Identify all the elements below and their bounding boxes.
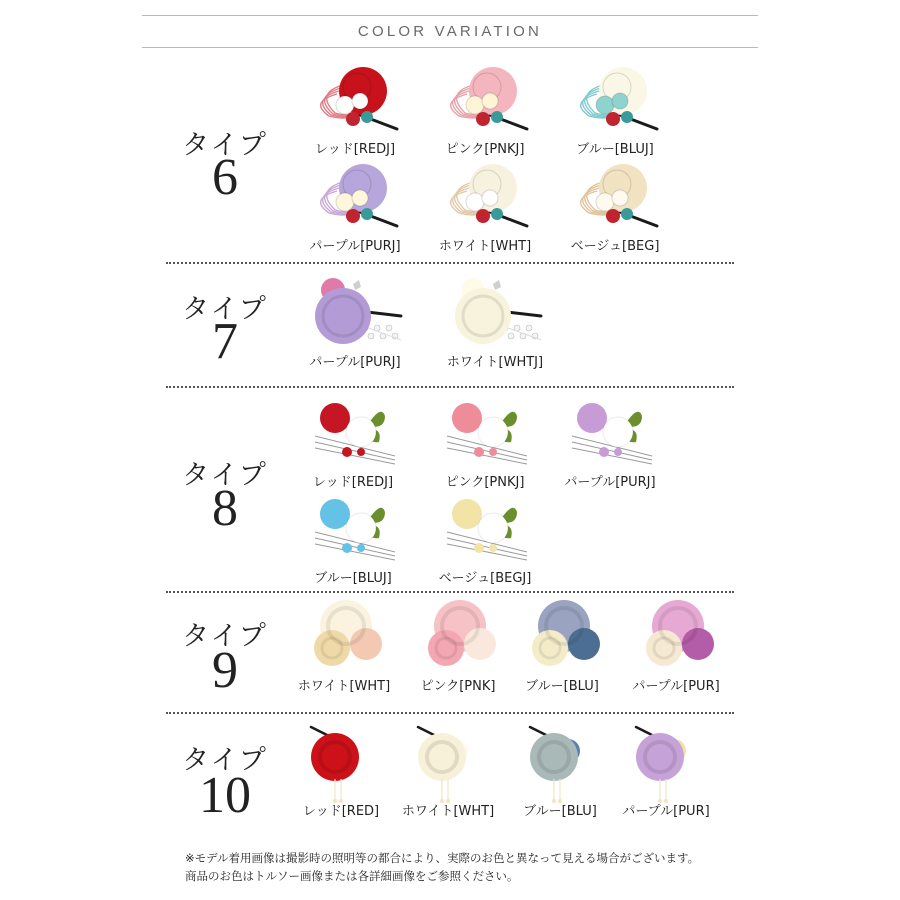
- color-option-label: パープル[PURJ]: [564, 475, 656, 490]
- color-option: [611, 600, 741, 696]
- hair-ornament-image: [435, 63, 535, 139]
- hair-ornament-image: [303, 492, 403, 568]
- color-option-label: ブルー[BLUJ]: [576, 142, 654, 157]
- color-option: [430, 276, 560, 372]
- color-option: [420, 492, 550, 588]
- header-line-top: [142, 15, 758, 16]
- color-option-label: レッド[REDJ]: [314, 142, 396, 157]
- type-label: タイプ: [182, 294, 268, 325]
- color-option: [290, 160, 420, 256]
- hair-ornament-image: [510, 725, 610, 801]
- color-option: [545, 396, 675, 492]
- color-option-label: パープル[PUR]: [622, 804, 710, 819]
- color-option: [550, 63, 680, 159]
- hair-ornament-image: [445, 276, 545, 352]
- type-label: タイプ: [182, 621, 268, 652]
- type-label: タイプ: [182, 460, 268, 491]
- dotted-separator: [166, 262, 734, 264]
- note-line-2: 商品のお色はトルソー画像または各詳細画像をご参照ください。: [185, 869, 519, 883]
- color-option: [420, 63, 550, 159]
- type-label: タイプ: [182, 130, 268, 161]
- color-option: [601, 725, 731, 821]
- note-line-1: ※モデル着用画像は撮影時の照明等の都合により、実際のお色と異なって見える場合がございます。: [185, 851, 700, 865]
- dotted-separator: [166, 386, 734, 388]
- color-option: [420, 160, 550, 256]
- color-option-label: レッド[RED]: [302, 804, 380, 819]
- hair-ornament-image: [435, 160, 535, 236]
- type-number: 8: [212, 480, 238, 537]
- hair-ornament-image: [291, 725, 391, 801]
- color-option-label: レッド[REDJ]: [312, 475, 394, 490]
- hair-ornament-image: [303, 396, 403, 472]
- hair-ornament-image: [305, 276, 405, 352]
- hair-ornament-image: [435, 396, 535, 472]
- type-number: 7: [212, 313, 238, 370]
- color-option-label: ホワイト[WHT]: [401, 804, 495, 819]
- type-number: 9: [212, 642, 238, 699]
- hair-ornament-image: [616, 725, 716, 801]
- color-option-label: ピンク[PNKJ]: [445, 475, 525, 490]
- color-option-label: ホワイト[WHTJ]: [446, 355, 544, 370]
- color-option-label: ピンク[PNK]: [420, 679, 496, 694]
- color-option: [290, 63, 420, 159]
- color-option-label: パープル[PURJ]: [309, 239, 401, 254]
- color-option-label: ホワイト[WHT]: [297, 679, 391, 694]
- section-title: COLOR VARIATION: [357, 23, 543, 40]
- color-option-label: ピンク[PNKJ]: [445, 142, 525, 157]
- hair-ornament-image: [408, 600, 508, 676]
- color-option: [288, 492, 418, 588]
- hair-ornament-image: [565, 63, 665, 139]
- hair-ornament-image: [626, 600, 726, 676]
- color-option-label: ブルー[BLU]: [523, 804, 597, 819]
- color-option: [550, 160, 680, 256]
- color-option: [288, 396, 418, 492]
- hair-ornament-image: [305, 63, 405, 139]
- color-option-label: ブルー[BLU]: [525, 679, 599, 694]
- type-label: タイプ: [182, 745, 268, 776]
- color-option-label: ホワイト[WHT]: [438, 239, 532, 254]
- color-option-label: ベージュ[BEGJ]: [438, 571, 532, 586]
- color-option-label: パープル[PUR]: [632, 679, 720, 694]
- hair-ornament-image: [435, 492, 535, 568]
- hair-ornament-image: [305, 160, 405, 236]
- color-option: [420, 396, 550, 492]
- hair-ornament-image: [565, 160, 665, 236]
- hair-ornament-image: [294, 600, 394, 676]
- color-option-label: ブルー[BLUJ]: [314, 571, 392, 586]
- dotted-separator: [166, 712, 734, 714]
- color-option-label: ベージュ[BEG]: [570, 239, 660, 254]
- type-number: 10: [199, 767, 251, 824]
- color-option-label: パープル[PURJ]: [309, 355, 401, 370]
- color-option: [290, 276, 420, 372]
- hair-ornament-image: [512, 600, 612, 676]
- type-number: 6: [212, 149, 238, 206]
- hair-ornament-image: [560, 396, 660, 472]
- header-line-bottom: [142, 47, 758, 48]
- hair-ornament-image: [398, 725, 498, 801]
- dotted-separator: [166, 591, 734, 593]
